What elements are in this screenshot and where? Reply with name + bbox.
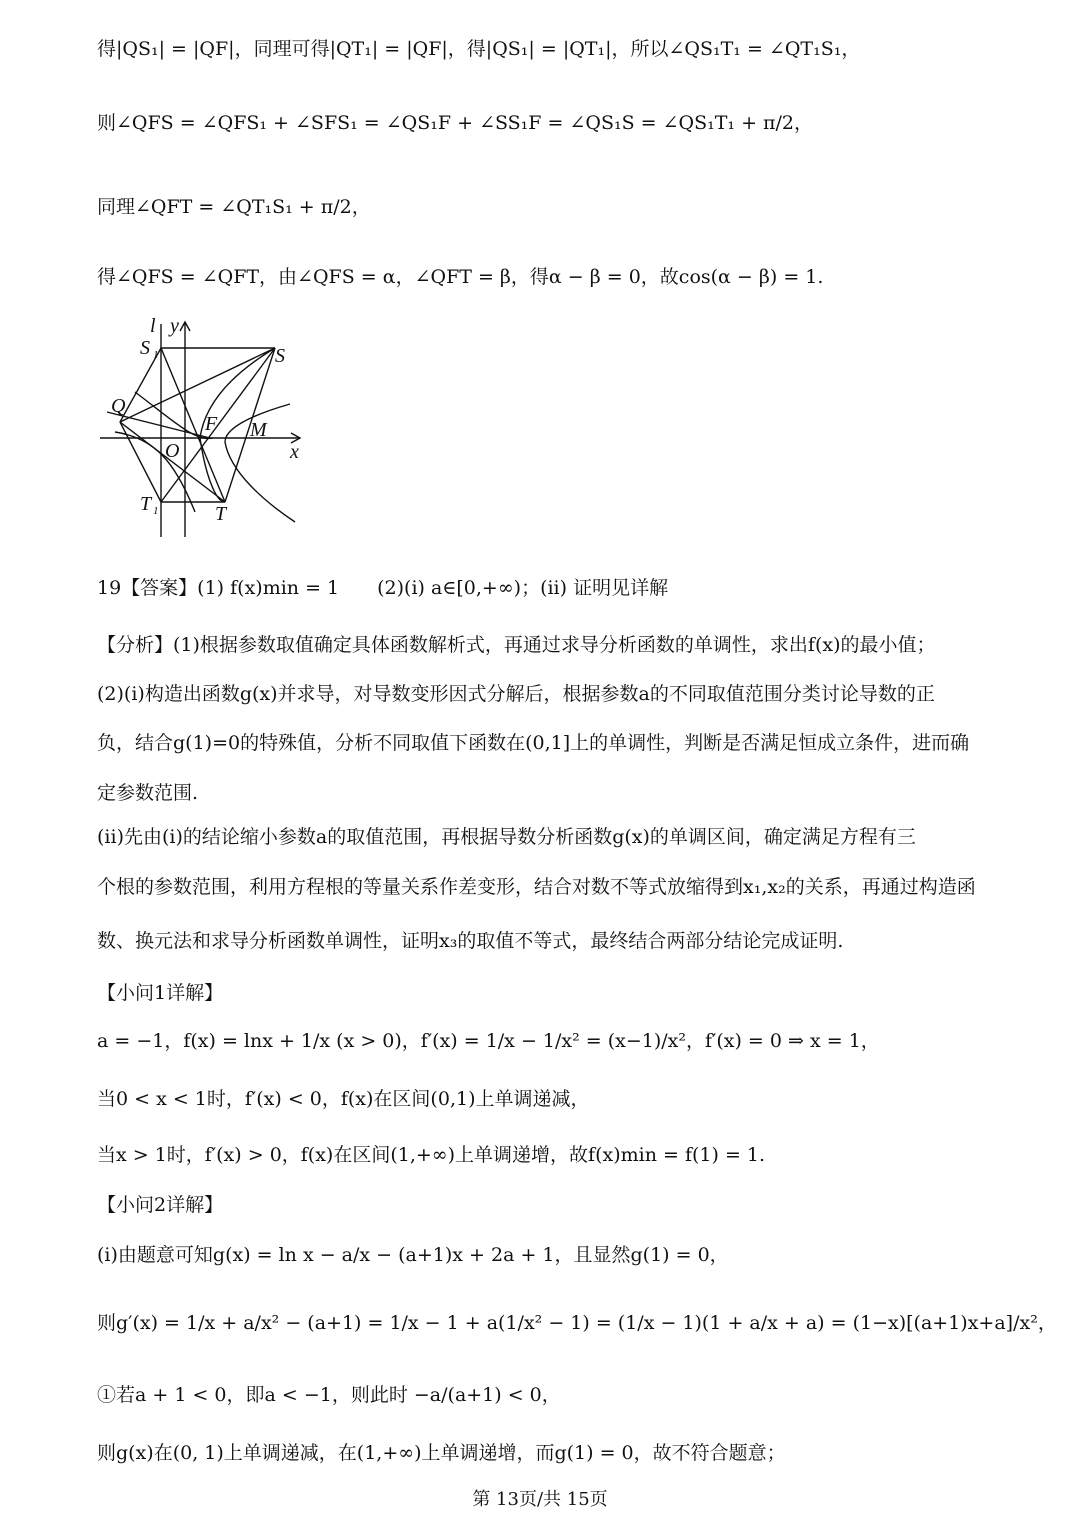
- line-18-content: (i)由题意可知g(x) = ln x − a/x − (a+1)x + 2a + 1，且显然g(1) = 0，: [97, 1244, 729, 1266]
- label-q: Q: [111, 395, 126, 417]
- page-footer: 第 13页/共 15页: [472, 1489, 608, 1510]
- text-line-18: [97, 1240, 1020, 1270]
- line-16-content: 当x > 1时，f′(x) > 0，f(x)在区间(1,+∞)上单调递增，故f(x)min = f(1) = 1.: [97, 1144, 766, 1166]
- line-3-content: 同理∠QFT = ∠QT₁S₁ + π/2，: [97, 196, 371, 218]
- line-15-content: 当0 < x < 1时，f′(x) < 0，f(x)在区间(0,1)上单调递减，: [97, 1088, 590, 1110]
- line-12-content: 数、换元法和求导分析函数单调性，证明x₃的取值不等式，最终结合两部分结论完成证明.: [97, 930, 844, 952]
- text-line-1: [97, 34, 1020, 64]
- text-line-20: [97, 1380, 1020, 1410]
- line-10-content: (ii)先由(i)的结论缩小参数a的取值范围，再根据导数分析函数g(x)的单调区间，确定满足方程有三: [97, 826, 916, 848]
- text-line-21: [97, 1438, 1020, 1468]
- line-19-content: 则g′(x) = 1/x + a/x² − (a+1) = 1/x − 1 + a(1/x² − 1) = (1/x − 1)(1 + a/x + a) = (1−x)[(a+1)x+a]/x²，: [97, 1312, 1057, 1334]
- text-line-10: [97, 822, 1020, 852]
- line-17-content: 【小问2详解】: [97, 1194, 224, 1216]
- line-2-content: 则∠QFS = ∠QFS₁ + ∠SFS₁ = ∠QS₁F + ∠SS₁F = ∠QS₁S = ∠QS₁T₁ + π/2，: [97, 112, 814, 134]
- label-y: y: [170, 315, 179, 337]
- label-o: O: [165, 440, 180, 462]
- label-t1-sub: 1: [153, 505, 159, 517]
- text-line-16: [97, 1140, 1020, 1170]
- text-line-3: [97, 192, 1020, 222]
- geometry-figure: [95, 312, 310, 542]
- text-line-9: [97, 778, 1020, 808]
- text-line-4: [97, 262, 1020, 292]
- segment-qs: [120, 348, 275, 422]
- label-s: S: [275, 345, 285, 367]
- text-line-11: [97, 872, 1020, 902]
- text-line-14: [97, 1026, 1020, 1056]
- line-4-content: 得∠QFS = ∠QFT，由∠QFS = α，∠QFT = β，得α − β = 0，故cos(α − β) = 1.: [97, 266, 824, 288]
- line-11-content: 个根的参数范围，利用方程根的等量关系作差变形，结合对数不等式放缩得到x₁,x₂的关系，再通过构造函: [97, 876, 976, 898]
- text-line-6: [97, 630, 1020, 660]
- line-14-content: a = −1，f(x) = lnx + 1/x (x > 0)，f′(x) = 1/x − 1/x² = (x−1)/x²，f′(x) = 0 ⇒ x = 1，: [97, 1030, 880, 1052]
- section-heading-2: [97, 1190, 1020, 1220]
- text-line-2: [97, 108, 1020, 138]
- label-f: F: [205, 413, 218, 435]
- text-line-8: [97, 728, 1020, 758]
- text-line-12: [97, 926, 1020, 956]
- line-21-content: 则g(x)在(0, 1)上单调递减，在(1,+∞)上单调递增，而g(1) = 0，故不符合题意；: [97, 1442, 786, 1464]
- label-s1: S: [140, 337, 150, 359]
- label-m: M: [250, 419, 267, 441]
- line-5-content: 19【答案】(1) f(x)min = 1 (2)(i) a∈[0,+∞)；(ii) 证明见详解: [97, 577, 669, 599]
- label-x: x: [290, 441, 299, 463]
- line-6-content: 【分析】(1)根据参数取值确定具体函数解析式，再通过求导分析函数的单调性，求出f(x)的最小值；: [97, 634, 936, 656]
- label-l: l: [150, 315, 156, 337]
- section-heading-1: [97, 978, 1020, 1008]
- label-s1-sub: 1: [153, 349, 159, 361]
- text-line-19: [97, 1308, 1057, 1338]
- line-20-content: ①若a + 1 < 0，即a < −1，则此时 −a/(a+1) < 0，: [97, 1384, 561, 1406]
- line-1-content: 得|QS₁| = |QF|，同理可得|QT₁| = |QF|，得|QS₁| = |QT₁|，所以∠QS₁T₁ = ∠QT₁S₁，: [97, 38, 861, 60]
- line-8-content: 负，结合g(1)=0的特殊值，分析不同取值下函数在(0,1]上的单调性，判断是否满足恒成立条件，进而确: [97, 732, 970, 754]
- text-line-15: [97, 1084, 1020, 1114]
- line-9-content: 定参数范围.: [97, 782, 199, 804]
- line-13-content: 【小问1详解】: [97, 982, 224, 1004]
- label-t: T: [215, 503, 227, 525]
- label-t1: T: [140, 493, 152, 515]
- text-line-7: [97, 679, 1020, 709]
- line-7-content: (2)(i)构造出函数g(x)并求导，对导数变形因式分解后，根据参数a的不同取值范围分类讨论导数的正: [97, 683, 935, 705]
- text-line-5: [97, 573, 1020, 603]
